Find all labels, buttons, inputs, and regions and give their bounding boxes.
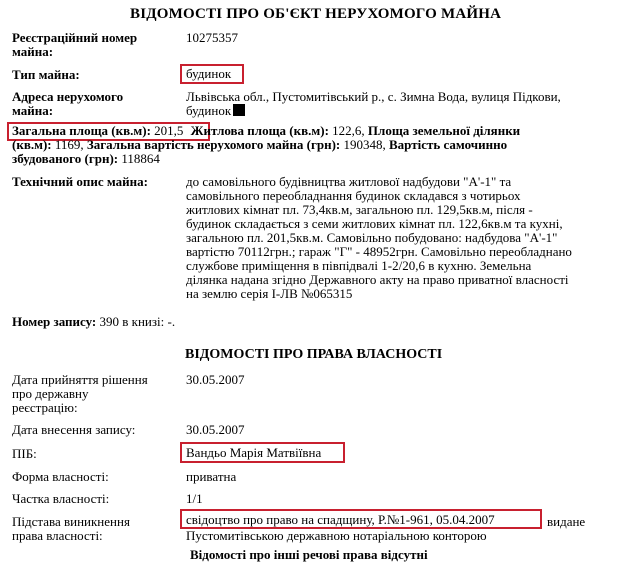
tech-desc-label: Технічний опис майна: <box>12 174 148 189</box>
living-area-value: 122,6, <box>332 123 365 138</box>
tech-desc-line: загальною пл. 201,5кв.м. Самовільно побудовано: надбудова "А'-1" <box>186 230 558 245</box>
areas-line1 <box>12 124 520 138</box>
section-title-ownership: ВІДОМОСТІ ПРО ПРАВА ВЛАСНОСТІ <box>185 347 443 362</box>
pib-highlight <box>180 442 345 463</box>
living-area-label: Житлова площа (кв.м): <box>190 123 329 138</box>
self-built-label-b: збудованого (грн): <box>12 151 119 166</box>
share-label: Частка власності: <box>12 491 110 506</box>
basis-label-1: Підстава виникнення <box>12 514 130 529</box>
decision-date-label-3: реєстрацію: <box>12 400 78 415</box>
pib-value: Вандьо Марія Матвіївна <box>186 445 322 460</box>
address-label-2: майна: <box>12 103 54 118</box>
basis-value-highlighted: свідоцтво про право на спадщину, Р.№1-961, 05.04.2007 <box>186 512 495 527</box>
address-label-1: Адреса нерухомого <box>12 89 124 104</box>
other-rights-note: Відомості про інші речові права відсутні <box>190 547 428 562</box>
pib-label: ПІБ: <box>12 446 37 461</box>
address-value-line2: будинок <box>186 104 245 118</box>
basis-value-tail: видане <box>547 514 586 529</box>
total-cost-label: Загальна вартість нерухомого майна (грн): <box>86 137 341 152</box>
record-number <box>12 315 175 329</box>
decision-date-label-1: Дата прийняття рішення <box>12 372 148 387</box>
total-area-value: 201,5 <box>154 123 184 138</box>
land-area-value: 1169, <box>54 137 84 152</box>
reg-number-value: 10275357 <box>186 30 238 45</box>
record-number-value: 390 в книзі: -. <box>99 314 176 329</box>
basis-label-2: права власності: <box>12 528 103 543</box>
property-type-value: будинок <box>186 66 232 81</box>
areas-line2 <box>12 138 507 152</box>
tech-desc-line: службове приміщення в півпідвалі 1-2/20,6 в кухню. Земельна <box>186 258 532 273</box>
address-value-line1: Львівська обл., Пустомитівський р., с. Зимна Вода, вулиця Підкови, <box>186 89 561 104</box>
tech-desc-line: житлових кімнат пл. 73,4кв.м, загальною пл. 129,5кв.м, після - <box>186 202 533 217</box>
entry-date-label: Дата внесення запису: <box>12 422 136 437</box>
share-value: 1/1 <box>186 491 203 506</box>
reg-number-label-1: Реєстраційний номер <box>12 30 138 45</box>
basis-highlight <box>180 509 542 529</box>
decision-date-label-2: про державну <box>12 386 89 401</box>
property-type-highlight <box>180 64 244 84</box>
basis-value-line2: Пустомитівською державною нотаріальною конторою <box>186 528 487 543</box>
entry-date-value: 30.05.2007 <box>186 422 245 437</box>
record-number-label: Номер запису: <box>12 314 97 329</box>
property-type-label: Тип майна: <box>12 67 80 82</box>
tech-desc-line: до самовільного будівництва житлової надбудови "А'-1" та <box>186 174 512 189</box>
self-built-label-a: Вартість самочинно <box>388 137 508 152</box>
land-area-label-b: (кв.м): <box>12 137 52 152</box>
total-area-label: Загальна площа (кв.м): <box>12 123 151 138</box>
redaction-block <box>233 104 245 116</box>
reg-number-label-2: майна: <box>12 44 54 59</box>
decision-date-value: 30.05.2007 <box>186 372 245 387</box>
ownership-form-label: Форма власності: <box>12 469 109 484</box>
section-title-property: ВІДОМОСТІ ПРО ОБ'ЄКТ НЕРУХОМОГО МАЙНА <box>130 6 502 22</box>
areas-line3 <box>12 152 160 166</box>
tech-desc-text <box>186 175 572 301</box>
tech-desc-line: на землю серія І-ЛВ №065315 <box>186 286 353 301</box>
tech-desc-line: самовільного переобладнання будинок складався з чотирьох <box>186 188 521 203</box>
tech-desc-line: будинок складається з семи житлових кімнат пл. 122,6кв.м та кухні, <box>186 216 563 231</box>
land-area-label-a: Площа земельної ділянки <box>367 123 521 138</box>
total-cost-value: 190348, <box>343 137 386 152</box>
tech-desc-line: вартістю 70112грн.; гараж "Г" - 48952грн. Самовільно переобладнано <box>186 244 572 259</box>
ownership-form-value: приватна <box>186 469 237 484</box>
tech-desc-line: ділянка надана згідно Державного акту на право приватної власності <box>186 272 569 287</box>
self-built-value: 118864 <box>121 151 160 166</box>
